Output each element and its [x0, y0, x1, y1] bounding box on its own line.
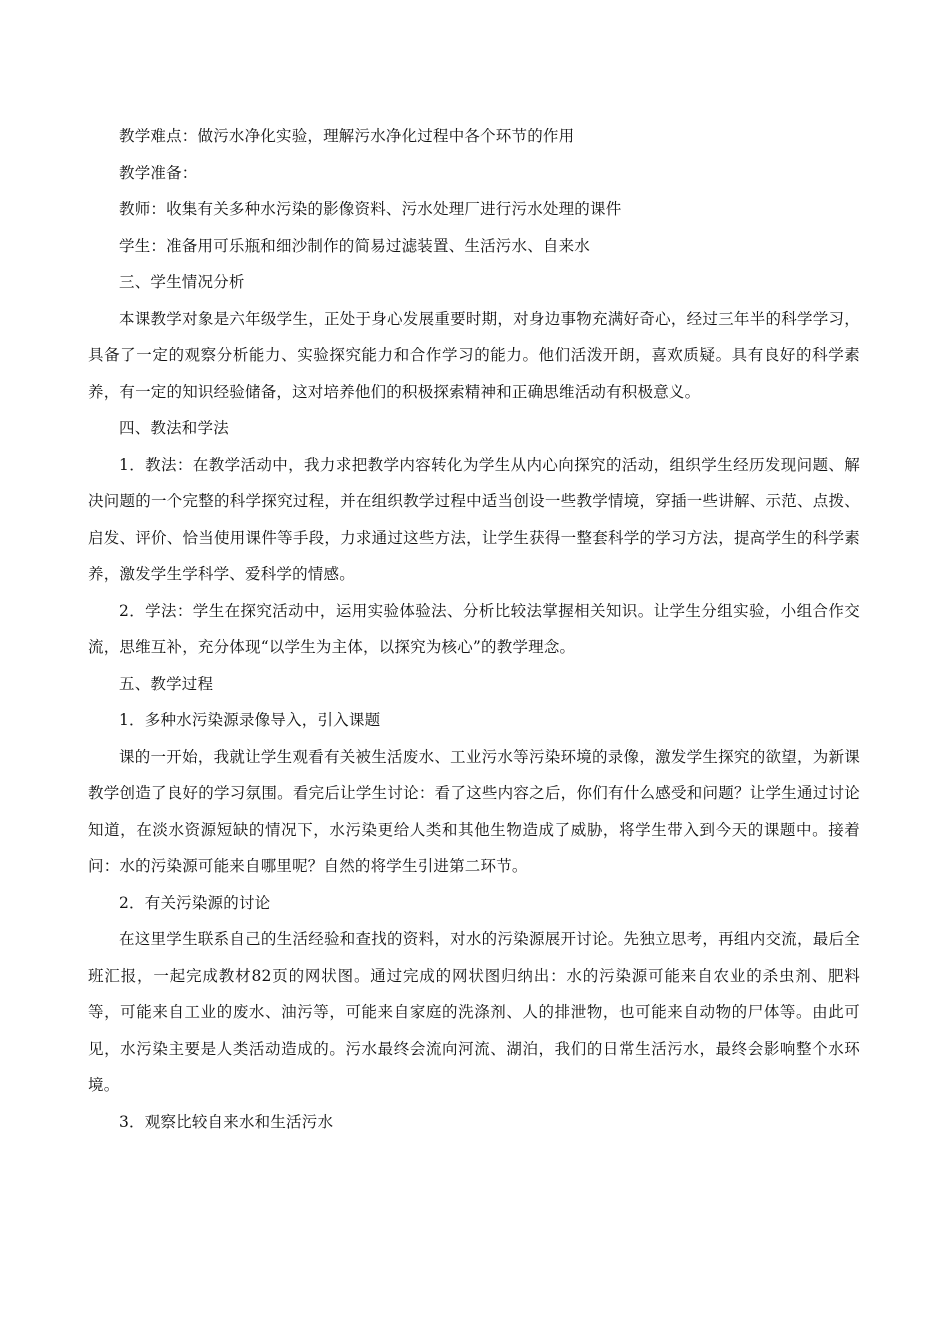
- paragraph-teacher-preparation: 教师：收集有关多种水污染的影像资料、污水处理厂进行污水处理的课件: [119, 200, 622, 218]
- paragraph-teaching-preparation: 教学准备：: [119, 163, 198, 182]
- paragraph-student-analysis: 本课教学对象是六年级学生，正处于身心发展重要时期，对身边事物充满好奇心，经过三年半的科学学习，具备了一定的观察分析能力、实验探究能力和合作学习的能力。他们活泼开朗，喜欢质疑。具有良好的科学素养，有一定的知识经验储备，这对培养他们的积极探索精神和正确思维活动有积极意义。: [88, 309, 860, 401]
- paragraph-pollution-discussion: 在这里学生联系自己的生活经验和查找的资料，对水的污染源展开讨论。先独立思考，再组内交流，最后全班汇报，一起完成教材82页的网状图。通过完成的网状图归纳出：水的污染源可能来自农业的杀虫剂、肥料等，可能来自工业的废水、油污等，可能来自家庭的洗涤剂、人的排泄物，也可能来自动物的尸体等。由此可见，水污染主要是人类活动造成的。污水最终会流向河流、湖泊，我们的日常生活污水，最终会影响整个水环境。: [88, 930, 860, 1094]
- section-heading-student-analysis: 三、学生情况分析: [119, 273, 245, 291]
- section-heading-teaching-process: 五、教学过程: [119, 674, 214, 693]
- paragraph-teaching-method: 1．教法：在教学活动中，我力求把教学内容转化为学生从内心向探究的活动，组织学生经历发现问题、解决问题的一个完整的科学探究过程，并在组织教学过程中适当创设一些教学情境，穿插一些讲解、示范、点拨、启发、评价、恰当使用课件等手段，力求通过这些方法，让学生获得一整套科学的学习方法，提高学生的科学素养，激发学生学科学、爱科学的情感。: [88, 455, 860, 583]
- subheading-water-comparison: 3．观察比较自来水和生活污水: [119, 1112, 334, 1131]
- subheading-pollution-discussion: 2．有关污染源的讨论: [119, 893, 271, 912]
- subheading-video-intro: 1．多种水污染源录像导入，引入课题: [119, 711, 381, 729]
- section-heading-methods: 四、教法和学法: [119, 419, 229, 437]
- paragraph-learning-method: 2．学法：学生在探究活动中，运用实验体验法、分析比较法掌握相关知识。让学生分组实验，小组合作交流，思维互补，充分体现“以学生为主体，以探究为核心”的教学理念。: [88, 601, 860, 656]
- paragraph-video-intro: 课的一开始，我就让学生观看有关被生活废水、工业污水等污染环境的录像，激发学生探究的欲望，为新课教学创造了良好的学习氛围。看完后让学生讨论：看了这些内容之后，你们有什么感受和问题？让学生通过讨论知道，在淡水资源短缺的情况下，水污染更给人类和其他生物造成了威胁，将学生带入到今天的课题中。接着问：水的污染源可能来自哪里呢？自然的将学生引进第二环节。: [88, 747, 860, 875]
- paragraph-teaching-difficulty: 教学难点：做污水净化实验，理解污水净化过程中各个环节的作用: [119, 127, 575, 145]
- document-body: [88, 118, 860, 1140]
- paragraph-student-preparation: 学生：准备用可乐瓶和细沙制作的简易过滤装置、生活污水、自来水: [119, 236, 591, 255]
